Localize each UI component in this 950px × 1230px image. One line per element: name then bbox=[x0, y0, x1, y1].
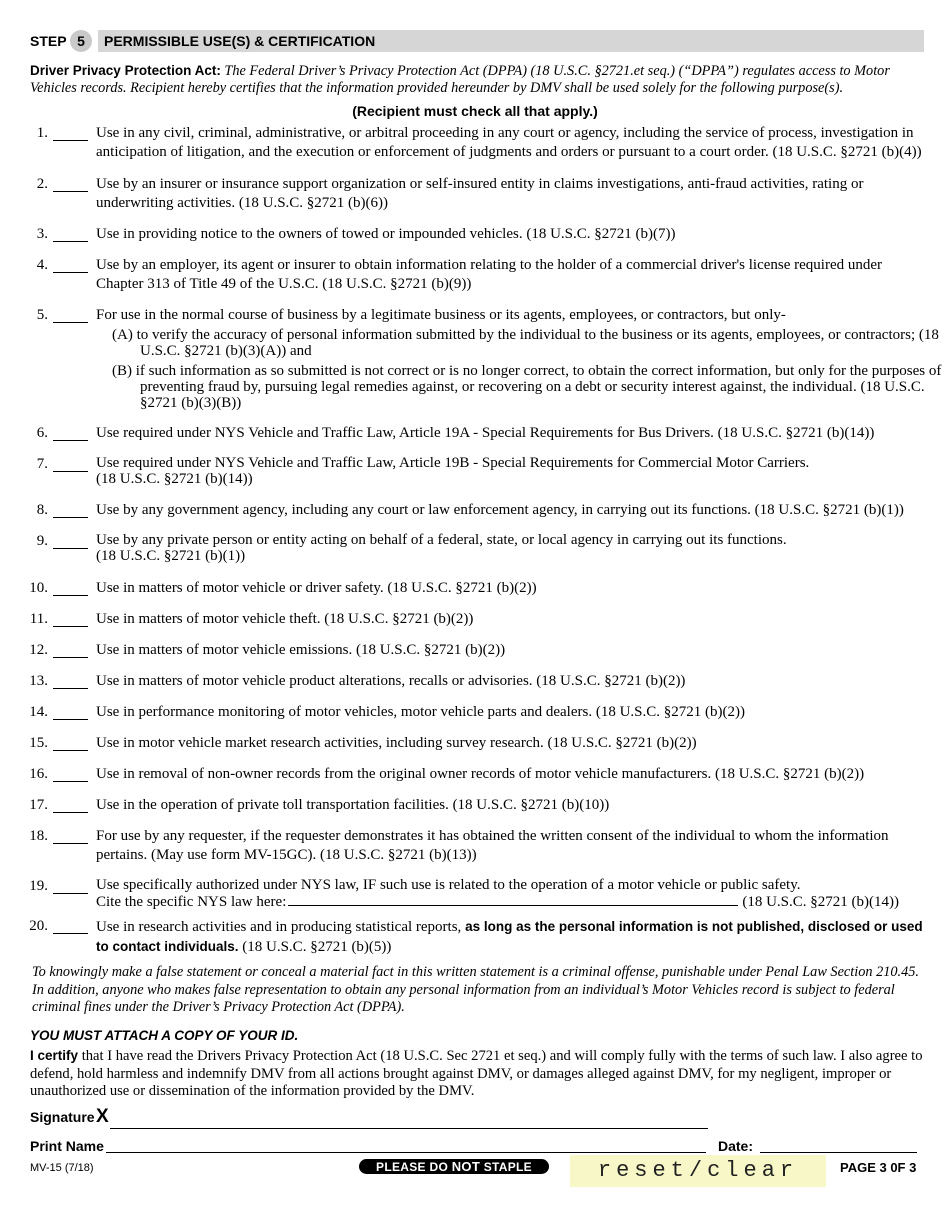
item-text: Use by any government agency, including any court or law enforcement agency, in carrying out its functions. (18 U.S.C. §2721 (b)(1)) bbox=[96, 502, 904, 518]
certify-body: that I have read the Drivers Privacy Protection Act (18 U.S.C. Sec 2721 et seq.) and will comply fully with the terms of such law. I also agree to defend, hold harmless and indemnify DMV from all actions brought against DMV, or damages alleged against DMV, for my negligent, improper or unauthorized use or dissemination of the information provided by the DMV. bbox=[30, 1048, 923, 1099]
item-text bbox=[96, 455, 924, 487]
item-number: 3. bbox=[36, 226, 48, 242]
item-check-blank[interactable] bbox=[53, 505, 88, 518]
item-check-blank[interactable] bbox=[53, 645, 88, 658]
item-text: Use in matters of motor vehicle emissions. (18 U.S.C. §2721 (b)(2)) bbox=[96, 642, 506, 658]
dppa-label: Driver Privacy Protection Act: bbox=[30, 63, 221, 78]
item-text-line-1: Use by any private person or entity acting on behalf of a federal, state, or local agency in carrying out its functions. bbox=[96, 532, 787, 548]
page-number: PAGE 3 0F 3 bbox=[840, 1160, 917, 1175]
item-check-blank[interactable] bbox=[53, 738, 88, 751]
item-text: For use by any requester, if the requester demonstrates it has obtained the written consent of the individual to whom the information pertains. (May use form MV-15GC). (18 U.S.C. §2721 (b)(13)) bbox=[96, 828, 889, 863]
item-text: Use in motor vehicle market research activities, including survey research. (18 U.S.C. §2721 (b)(2)) bbox=[96, 735, 697, 751]
item-text: Use in removal of non-owner records from the original owner records of motor vehicle manufacturers. (18 U.S.C. §2721 (b)(2)) bbox=[96, 766, 865, 782]
item-number: 20. bbox=[29, 918, 48, 934]
item-text-line-2: (18 U.S.C. §2721 (b)(1)) bbox=[96, 548, 246, 564]
item-number: 13. bbox=[29, 673, 48, 689]
item-number: 10. bbox=[29, 580, 48, 596]
item-number: 8. bbox=[36, 502, 48, 518]
item-number: 5. bbox=[36, 307, 48, 323]
item-text bbox=[96, 877, 924, 910]
item-check-blank[interactable] bbox=[53, 881, 88, 894]
item-check-blank[interactable] bbox=[53, 459, 88, 472]
item-number: 12. bbox=[29, 642, 48, 658]
item-text: Use by an insurer or insurance support organization or self-insured entity in claims investigations, anti-fraud activities, rating or underwriting activities. (18 U.S.C. §2721 (b)(6)) bbox=[96, 176, 864, 211]
step-label: STEP bbox=[30, 33, 67, 49]
item-check-blank[interactable] bbox=[53, 428, 88, 441]
staple-text-post: STAPLE bbox=[480, 1160, 532, 1174]
item-check-blank[interactable] bbox=[53, 676, 88, 689]
cite-suffix: (18 U.S.C. §2721 (b)(14)) bbox=[742, 894, 900, 910]
step-number-badge: 5 bbox=[70, 30, 92, 52]
form-id: MV-15 (7/18) bbox=[30, 1162, 94, 1174]
item-number: 1. bbox=[36, 125, 48, 141]
item-text-line-1: Use required under NYS Vehicle and Traffic Law, Article 19B - Special Requirements for Commercial Motor Carriers. bbox=[96, 455, 810, 471]
date-label: Date: bbox=[718, 1138, 754, 1154]
print-name-field[interactable] bbox=[106, 1152, 706, 1153]
item-number: 18. bbox=[29, 828, 48, 844]
item-check-blank[interactable] bbox=[53, 921, 88, 934]
certification-text bbox=[30, 1047, 923, 1101]
item-number: 6. bbox=[36, 425, 48, 441]
item-text: For use in the normal course of business by a legitimate business or its agents, employees, or contractors, but only- bbox=[96, 307, 786, 323]
cite-nys-law-field[interactable] bbox=[288, 893, 738, 906]
item-number: 19. bbox=[29, 878, 48, 894]
item-check-blank[interactable] bbox=[53, 769, 88, 782]
item-check-blank[interactable] bbox=[53, 310, 88, 323]
item-check-blank[interactable] bbox=[53, 707, 88, 720]
item-number: 17. bbox=[29, 797, 48, 813]
item-check-blank[interactable] bbox=[53, 260, 88, 273]
item-text bbox=[96, 532, 924, 564]
item-number: 14. bbox=[29, 704, 48, 720]
date-field[interactable] bbox=[760, 1152, 917, 1153]
item-text: Use by an employer, its agent or insurer to obtain information relating to the holder of a commercial driver's license required under Chapter 313 of Title 49 of the U.S.C. (18 U.S.C. §2721 (b)(9)) bbox=[96, 257, 883, 292]
item-number: 4. bbox=[36, 257, 48, 273]
item-number: 11. bbox=[29, 611, 48, 627]
dppa-text: The Federal Driver’s Privacy Protection Act (DPPA) (18 U.S.C. §2721.et seq.) (“DPPA”) regulates access to Motor Vehicles records. Recipient hereby certifies that the information provided hereunder by DMV shall be used solely for the following purpose(s). bbox=[30, 63, 890, 96]
item-text-bold: as long as the personal information is not published, disclosed or used to contact individuals. bbox=[96, 919, 923, 954]
reset-clear-button[interactable]: reset/clear bbox=[570, 1155, 826, 1187]
item-text-start: Use in research activities and in producing statistical reports, bbox=[96, 919, 462, 935]
item-text bbox=[96, 917, 924, 957]
item-5-sub-b: (B) if such information as so submitted is not correct or is no longer correct, to obtain the correct information, but only for the purposes of preventing fraud by, pursuing legal remedies against, or recovering on a debt or security interest against, the individual. (18 U.S.C. §2721 (b)(3)(B)) bbox=[112, 363, 942, 411]
item-number: 9. bbox=[36, 533, 48, 549]
recipient-note: (Recipient must check all that apply.) bbox=[352, 103, 598, 119]
item-text: Use in the operation of private toll transportation facilities. (18 U.S.C. §2721 (b)(10)) bbox=[96, 797, 610, 813]
item-5-sub-a: (A) to verify the accuracy of personal information submitted by the individual to the business or its agents, employees, or contractors; (18 U.S.C. §2721 (b)(3)(A)) and bbox=[112, 327, 939, 359]
item-text: Use in matters of motor vehicle or driver safety. (18 U.S.C. §2721 (b)(2)) bbox=[96, 580, 537, 596]
item-check-blank[interactable] bbox=[53, 583, 88, 596]
cite-label: Cite the specific NYS law here: bbox=[96, 894, 287, 910]
attach-id-notice: YOU MUST ATTACH A COPY OF YOUR ID. bbox=[30, 1028, 299, 1043]
item-text: Use in performance monitoring of motor vehicles, motor vehicle parts and dealers. (18 U.S.C. §2721 (b)(2)) bbox=[96, 704, 745, 720]
item-text-line-2: (18 U.S.C. §2721 (b)(14)) bbox=[96, 471, 253, 487]
staple-text-pre: PLEASE DO bbox=[376, 1160, 452, 1174]
item-check-blank[interactable] bbox=[53, 614, 88, 627]
item-text: Use in providing notice to the owners of towed or impounded vehicles. (18 U.S.C. §2721 (b)(7)) bbox=[96, 226, 676, 242]
signature-x-mark: X bbox=[96, 1106, 109, 1127]
print-name-label: Print Name bbox=[30, 1138, 104, 1154]
item-text: Use in matters of motor vehicle theft. (18 U.S.C. §2721 (b)(2)) bbox=[96, 611, 474, 627]
certify-label: I certify bbox=[30, 1048, 79, 1063]
staple-text-not: NOT bbox=[451, 1159, 481, 1174]
step-title: PERMISSIBLE USE(S) & CERTIFICATION bbox=[104, 33, 376, 49]
signature-label: Signature bbox=[30, 1109, 95, 1125]
item-check-blank[interactable] bbox=[53, 179, 88, 192]
step-header bbox=[28, 30, 924, 52]
item-number: 2. bbox=[36, 176, 48, 192]
item-text: Use in any civil, criminal, administrative, or arbitral proceeding in any court or agency, including the service of process, investigation in anticipation of litigation, and the execution or enforcement of judgments and orders or pursuant to a court order. (18 U.S.C. §2721 (b)(4)) bbox=[96, 125, 922, 160]
dppa-intro bbox=[30, 62, 923, 97]
item-check-blank[interactable] bbox=[53, 229, 88, 242]
item-text: Use required under NYS Vehicle and Traffic Law, Article 19A - Special Requirements for Bus Drivers. (18 U.S.C. §2721 (b)(14)) bbox=[96, 425, 875, 441]
do-not-staple-badge bbox=[359, 1159, 549, 1174]
item-check-blank[interactable] bbox=[53, 831, 88, 844]
false-statement-warning: To knowingly make a false statement or conceal a material fact in this written statement is a criminal offense, punishable under Penal Law Section 210.45. In addition, anyone who makes false representation to obtain any personal information from an individual’s Motor Vehicles record is subject to federal criminal fines under the Driver’s Privacy Protection Act (DPPA). bbox=[32, 964, 919, 1015]
item-check-blank[interactable] bbox=[53, 800, 88, 813]
item-number: 16. bbox=[29, 766, 48, 782]
item-number: 7. bbox=[36, 456, 48, 472]
item-text: Use in matters of motor vehicle product alterations, recalls or advisories. (18 U.S.C. §2721 (b)(2)) bbox=[96, 673, 686, 689]
signature-field[interactable] bbox=[110, 1128, 708, 1129]
item-check-blank[interactable] bbox=[53, 536, 88, 549]
item-text-line-1: Use specifically authorized under NYS law, IF such use is related to the operation of a motor vehicle or public safety. bbox=[96, 877, 801, 893]
item-text-tail: (18 U.S.C. §2721 (b)(5)) bbox=[242, 939, 392, 955]
item-number: 15. bbox=[29, 735, 48, 751]
item-check-blank[interactable] bbox=[53, 128, 88, 141]
step-title-bar bbox=[98, 30, 924, 52]
